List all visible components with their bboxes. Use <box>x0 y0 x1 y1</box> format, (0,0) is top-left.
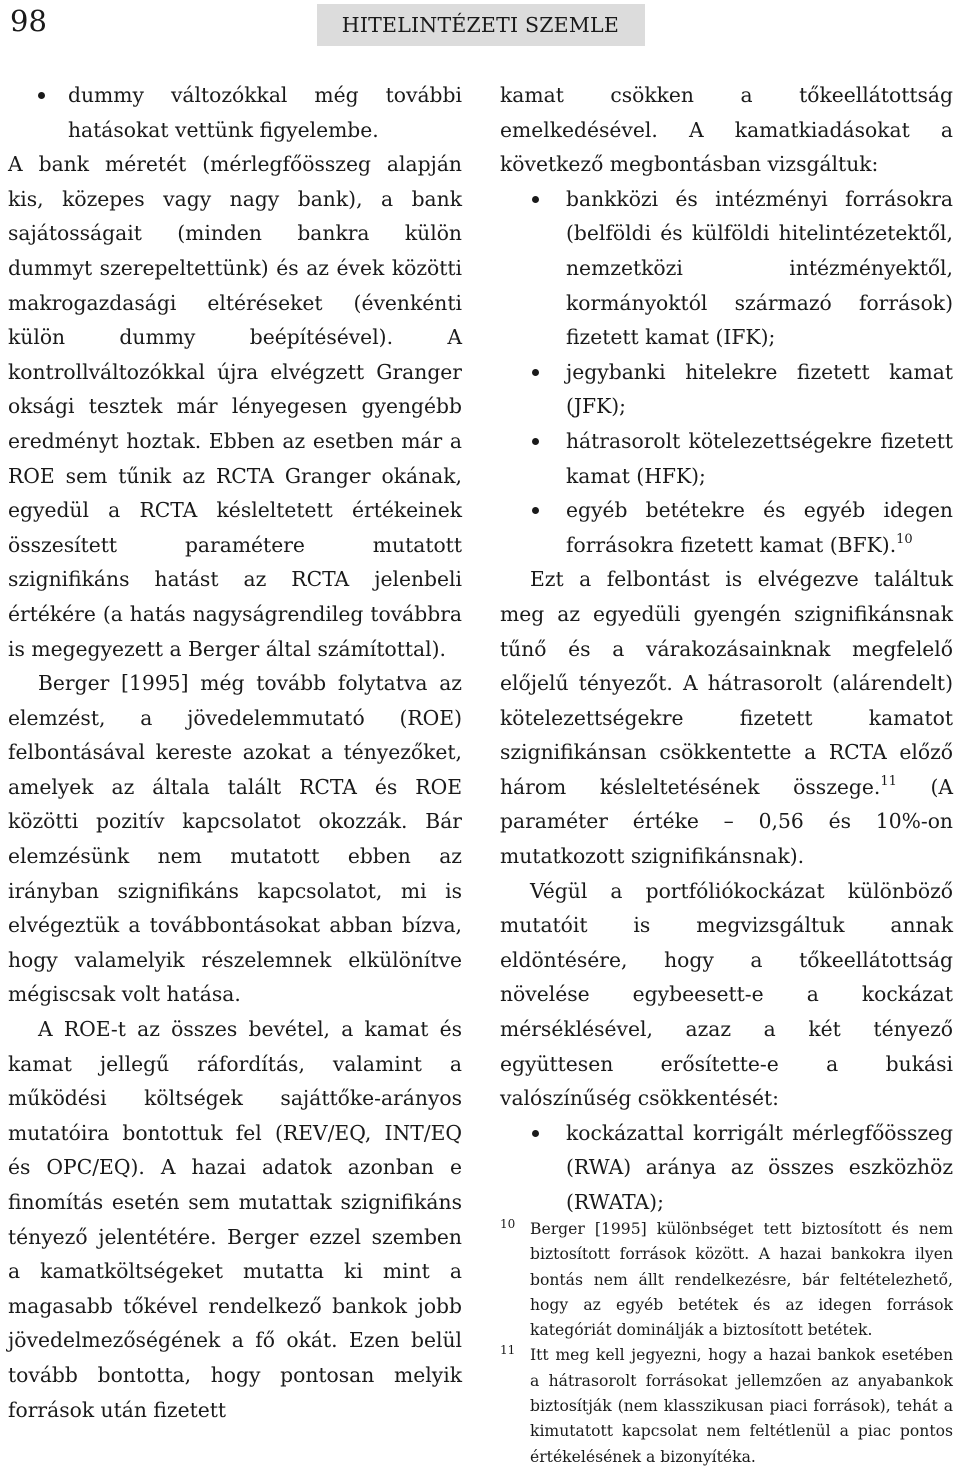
right-column <box>500 78 953 1220</box>
bullet-icon <box>532 369 539 376</box>
list-item <box>500 1116 953 1220</box>
body-paragraph: A ROE-t az összes bevétel, a kamat és kamat jellegű ráfordítás, valamint a működési költségek sajáttőke-arányos mutatóira bontottuk fel (REV/EQ, INT/EQ és OPC/EQ). A hazai adatok azonban e finomítás esetén sem mutattak szignifikáns tényező jelentétére. Berger ezzel szemben a kamatköltségeket mutatta ki mint a magasabb tőkével rendelkező bankok jobb jövedelmezőségének a fő okát. Ezen belül tovább bontotta, hogy pontosan melyik források után fizetett <box>8 1017 462 1422</box>
footnote-number: 11 <box>500 1343 516 1358</box>
footnote-ref: 10 <box>896 531 913 547</box>
bullet-list-left <box>8 78 462 147</box>
bullet-icon <box>532 196 539 203</box>
footnote-text: Itt meg kell jegyezni, hogy a hazai bankok esetében a hátrasorolt forrásokat jellemzően az anyabankok biztosítják (nem klasszikusan piaci források), tehát a kimutatott kapcsolat nem feltétlenül a piac pontos értékelésének a bizonyítéka. <box>530 1346 953 1466</box>
bullet-icon <box>532 1130 539 1137</box>
body-paragraph: A bank méretét (mérlegfőösszeg alapján kis, közepes vagy nagy bank), a bank sajátosságait (minden bankra külön dummyt szerepeltettünk) és az évek közötti makrogazdasági eltéréseket (évenkénti külön dummy beépítésével). A kontrollváltozókkal újra elvégzett Granger oksági tesztek már lényegesen gyengébb eredményt hoztak. Ebben az esetben már a ROE sem tűnik az RCTA Granger okának, egyedül a RCTA késleltetett értékeinek összesített paramétere mutatott szignifikáns hatást az RCTA jelenbeli értékére (a hatás nagyságrendileg továbbra is megegyezett a Berger által számítottal). <box>8 152 462 661</box>
list-item <box>8 78 462 147</box>
footnote <box>500 1217 953 1343</box>
footnotes <box>500 1217 953 1470</box>
body-paragraph: kamat csökken a tőkeellátottság emelkedésével. A kamatkiadásokat a következő megbontásban vizsgáltuk: <box>500 83 953 177</box>
list-item <box>500 355 953 424</box>
bullet-icon <box>38 92 45 99</box>
bullet-text: kockázattal korrigált mérlegfőösszeg (RWA) aránya az összes eszközhöz (RWATA); <box>566 1120 953 1214</box>
journal-title: HITELINTÉZETI SZEMLE <box>317 4 645 46</box>
footnote-text: Berger [1995] különbséget tett biztosított és nem biztosított források között. A hazai bankokra ilyen bontás nem állt rendelkezésre, bár feltételezhető, hogy az egyéb betétek és az idegen források kategóriát dominálják a biztosított betétek. <box>530 1220 953 1340</box>
bullet-text: egyéb betétekre és egyéb idegen forrásokra fizetett kamat (BFK). <box>566 498 953 557</box>
left-column <box>8 78 462 1427</box>
bullet-icon <box>532 438 539 445</box>
body-paragraph: Végül a portfóliókockázat különböző mutatóit is megvizsgáltuk annak eldöntésére, hogy a tőkeellátottság növelése egybeesett-e a kockázat mérséklésével, azaz a két tényező együttesen erősítette-e a bukási valószínűség csökkentését: <box>500 878 953 1111</box>
list-item <box>500 182 953 355</box>
paragraph-text: (A paraméter értéke – 0,56 és 10%-on mutatkozott szignifikánsnak). <box>500 774 954 869</box>
list-item <box>500 493 953 562</box>
page-number: 98 <box>10 4 47 38</box>
body-paragraph <box>500 562 953 873</box>
bullet-text: hátrasorolt kötelezettségekre fizetett kamat (HFK); <box>566 428 953 488</box>
bullet-text: jegybanki hitelekre fizetett kamat (JFK); <box>566 359 953 419</box>
bullet-icon <box>532 507 539 514</box>
footnote-ref: 11 <box>880 773 897 789</box>
bullet-text: dummy változókkal még további hatásokat vettünk figyelembe. <box>68 83 462 142</box>
body-paragraph: Berger [1995] még tovább folytatva az elemzést, a jövedelemmutató (ROE) felbontásával kereste azokat a tényezőket, amelyek az általa talált RCTA és ROE közötti pozitív kapcsolatot okozzák. Bár elemzésünk nem mutatott ebben az irányban szignifikáns kapcsolatot, mi is elvégeztük a továbbontásokat abban bízva, hogy valamelyik részelemnek elkülönítve mégiscsak volt hatása. <box>8 671 462 1007</box>
list-item <box>500 424 953 493</box>
footnote-number: 10 <box>500 1217 516 1231</box>
paragraph-text: Ezt a felbontást is elvégezve találtuk meg az egyedüli gyengén szignifikánsnak tűnő és a várakozásainknak megfelelő előjelű tényezőt. A hátrasorolt (alárendelt) kötelezettségekre fizetett kamatot szignifikánsan csökkentette a RCTA előző három késleltetésének összege. <box>500 567 953 799</box>
bullet-text: bankközi és intézményi forrásokra (belföldi és külföldi hitelintézetektől, nemzetközi intézményektől, kormányoktól származó források) fizetett kamat (IFK); <box>566 186 953 350</box>
bullet-list-right <box>500 182 953 563</box>
bullet-list-right <box>500 1116 953 1220</box>
footnote <box>500 1343 953 1469</box>
